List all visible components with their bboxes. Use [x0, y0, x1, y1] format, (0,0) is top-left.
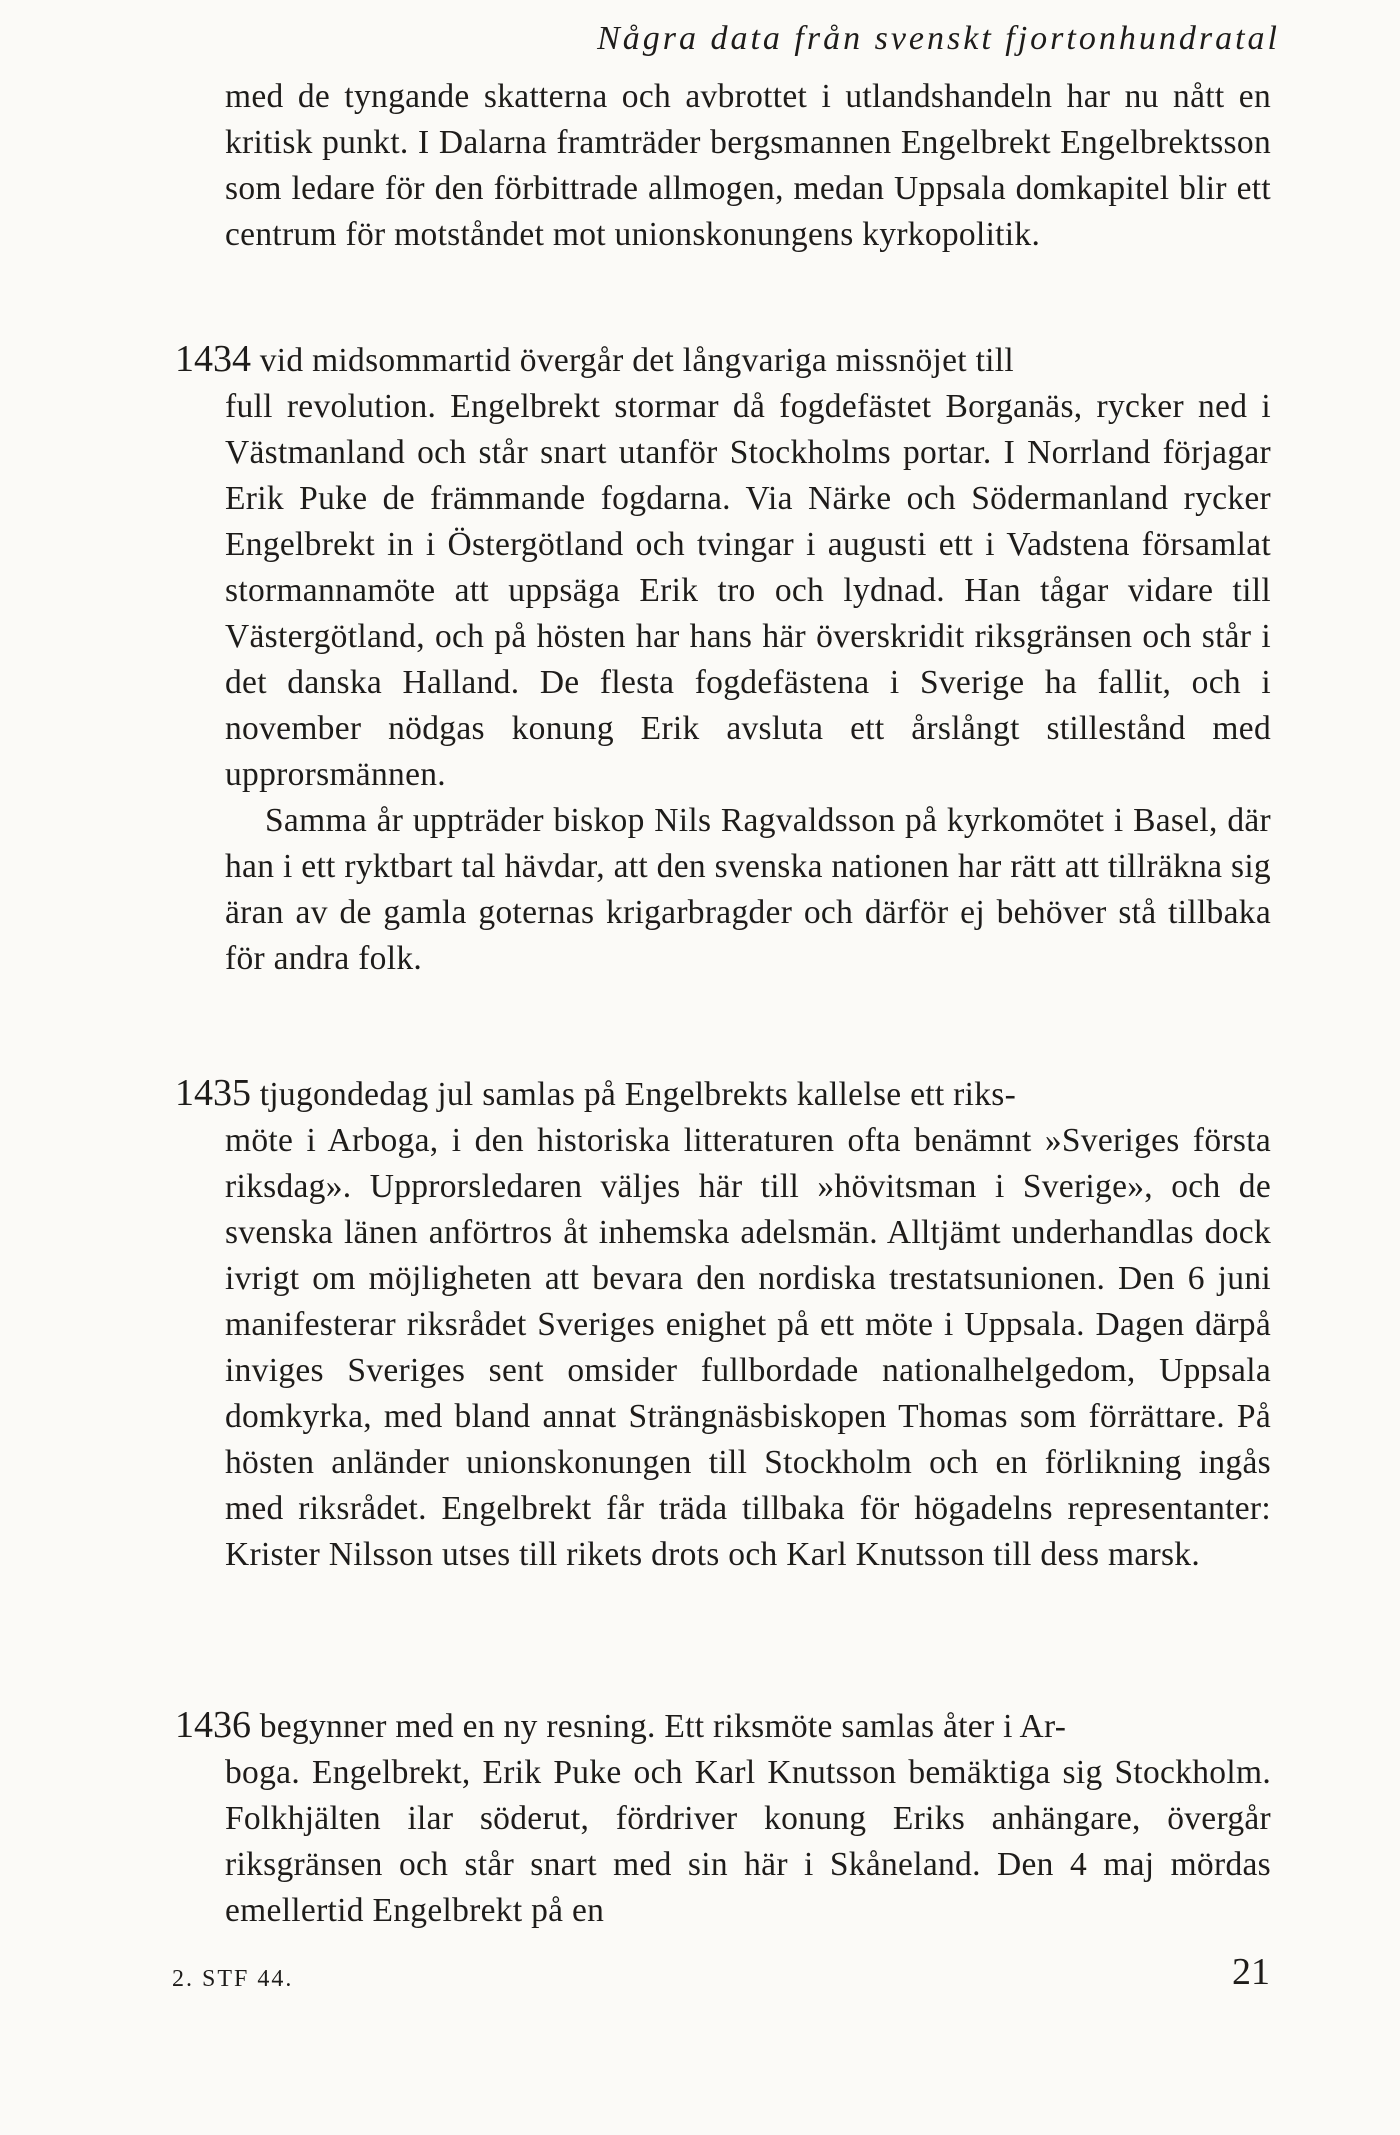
- entry-first-text: tjugondedag jul samlas på Engelbrekts kallelse ett riks-: [259, 1076, 1017, 1113]
- entry-first-text: vid midsommartid övergår det långvariga missnöjet till: [259, 342, 1014, 379]
- entry-year: 1434: [175, 338, 251, 380]
- entry-year: 1435: [175, 1072, 251, 1114]
- entry-first-text: begynner med en ny resning. Ett riksmöte samlas åter i Ar-: [259, 1708, 1067, 1745]
- entry-first-line: [175, 1070, 1271, 1118]
- entry-1434: [175, 336, 1271, 982]
- entry-paragraph: Samma år uppträder biskop Nils Ragvaldsson på kyrkomötet i Basel, där han i ett ryktbart tal hävdar, att den svenska nationen har rätt att tillräkna sig äran av de gamla goternas krigarbragder och därför ej behöver stå tillbaka för andra folk.: [225, 802, 1271, 977]
- entry-1436: [175, 1702, 1271, 1934]
- entry-year: 1436: [175, 1704, 251, 1746]
- running-head: Några data från svenskt fjortonhundratal: [597, 20, 1280, 57]
- entry-body: full revolution. Engelbrekt stormar då fogdefästet Borganäs, rycker ned i Västmanland och står snart utanför Stockholms portar. I Norrland förjagar Erik Puke de främmande fogdarna. Via Närke och Södermanland rycker Engelbrekt in i Östergötland och tvingar i augusti ett i Vadstena församlat stormannamöte att uppsäga Erik tro och lydnad. Han tågar vidare till Västergötland, och på hösten har hans här överskridit riksgränsen och står i det danska Halland. De flesta fogdefästena i Sverige ha fallit, och i november nödgas konung Erik avsluta ett årslångt stillestånd med upprorsmännen.: [225, 388, 1271, 793]
- page-number: 21: [1232, 1951, 1270, 1993]
- entry-first-line: [175, 336, 1271, 384]
- entry-body: boga. Engelbrekt, Erik Puke och Karl Knutsson bemäktiga sig Stockholm. Folkhjälten ilar söderut, fördriver konung Eriks anhängare, övergår riksgränsen och står snart med sin här i Skåneland. Den 4 maj mördas emellertid Engelbrekt på en: [225, 1754, 1271, 1929]
- entry-first-line: [175, 1702, 1271, 1750]
- entry-body: möte i Arboga, i den historiska litteraturen ofta benämnt »Sveriges första riksdag». Upprorsledaren väljes här till »hövitsman i Sverige», och de svenska länen anförtros åt inhemska adelsmän. Alltjämt underhandlas dock ivrigt om möjligheten att bevara den nordiska trestatsunionen. Den 6 juni manifesterar riksrådet Sveriges enighet på ett möte i Uppsala. Dagen därpå inviges Sveriges sent omsider fullbordade nationalhelgedom, Uppsala domkyrka, med bland annat Strängnäsbiskopen Thomas som förrättare. På hösten anländer unionskonungen till Stockholm och en förlikning ingås med riksrådet. Engelbrekt får träda tillbaka för högadelns representanter: Krister Nilsson utses till rikets drots och Karl Knutsson till dess marsk.: [225, 1122, 1271, 1573]
- continuation-paragraph: med de tyngande skatterna och avbrottet i utlandshandeln har nu nått en kritisk punkt. I Dalarna framträder bergsmannen Engelbrekt Engelbrektsson som ledare för den förbittrade allmogen, medan Uppsala domkapitel blir ett centrum för motståndet mot unionskonungens kyrkopolitik.: [225, 78, 1271, 253]
- printer-signature: 2. STF 44.: [172, 1966, 294, 1992]
- entry-1435: [175, 1070, 1271, 1578]
